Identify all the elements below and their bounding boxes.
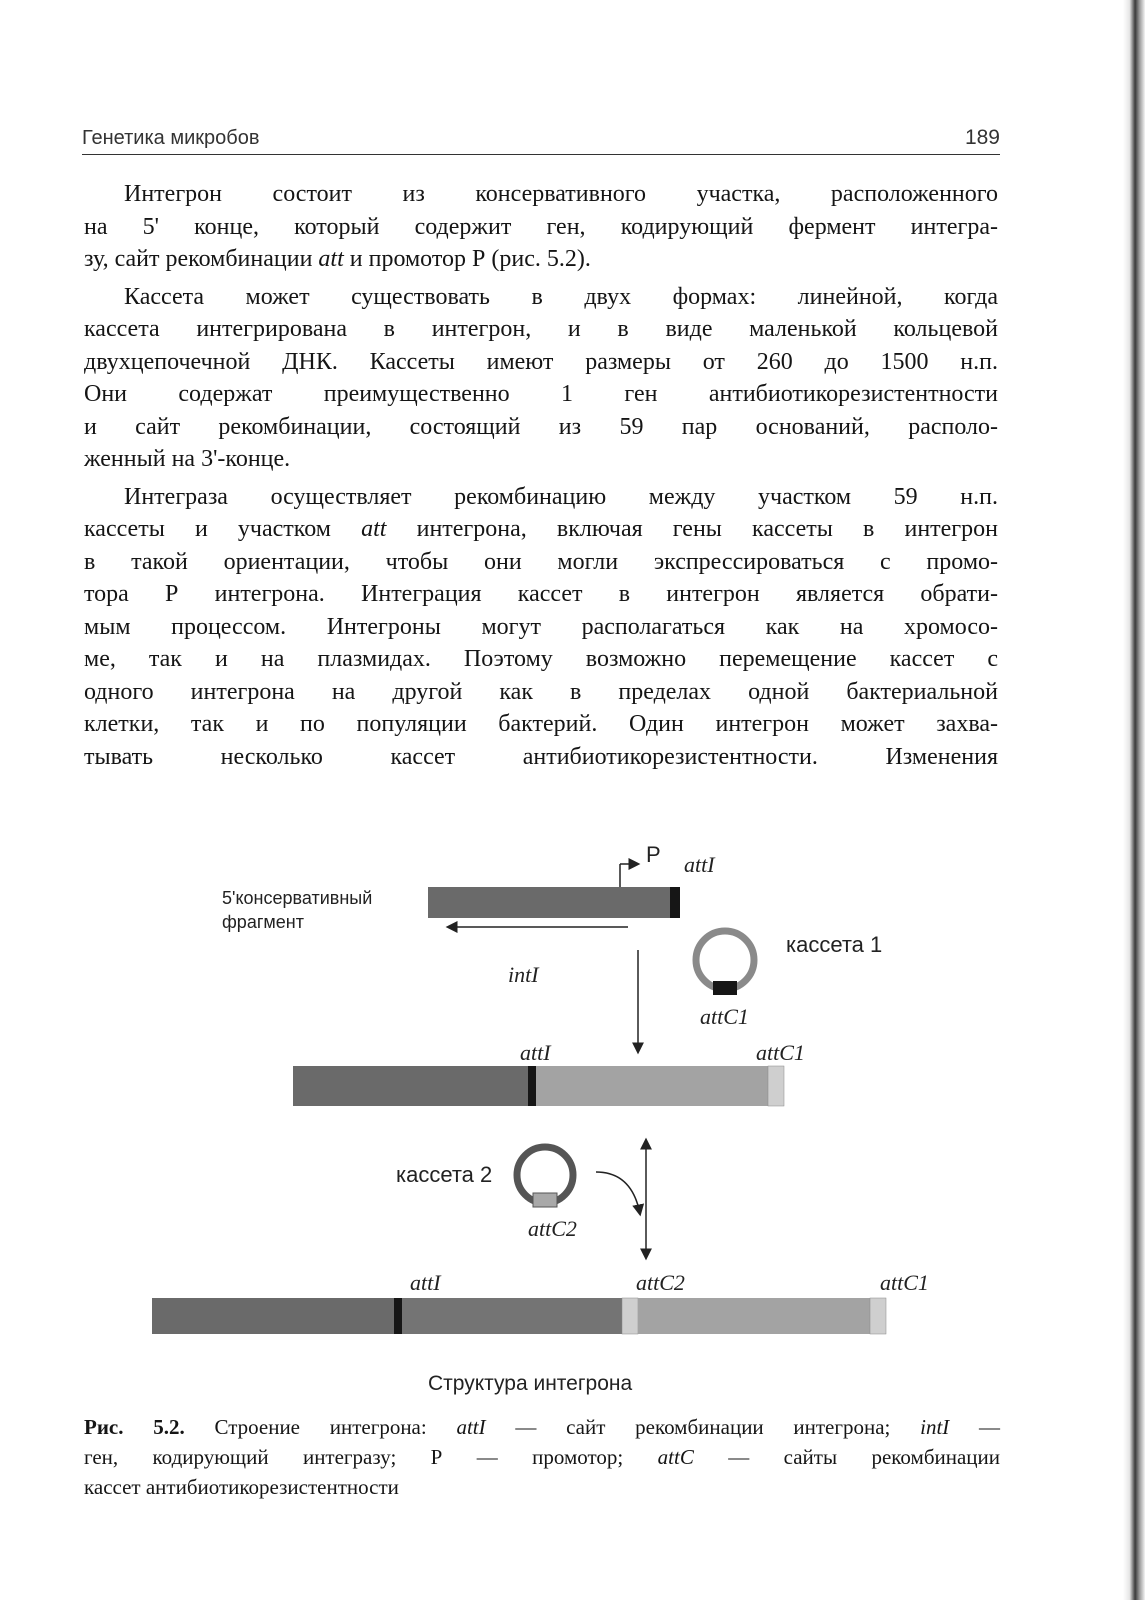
attC1-label: attC1 xyxy=(756,1040,805,1065)
conserved-fragment-bar xyxy=(428,887,670,918)
italic-term: att xyxy=(318,246,344,272)
attI-label: attI xyxy=(410,1270,441,1295)
text-line: в такой ориентации, чтобы они могли экспрессироваться с промо- xyxy=(84,548,998,575)
caption-label: Рис. 5.2. xyxy=(84,1415,185,1439)
attI-site xyxy=(670,887,680,918)
caption-text: — xyxy=(979,1415,1001,1439)
attC1-label: attC1 xyxy=(880,1270,929,1295)
paragraph-3 xyxy=(84,481,998,774)
cassette-2-label: кассета 2 xyxy=(396,1162,493,1187)
figure-caption xyxy=(84,1412,1000,1502)
conserved-fragment-label: фрагмент xyxy=(222,912,304,932)
caption-text: — сайт рекомбинации интегрона; xyxy=(515,1415,891,1439)
attC2-site-circular xyxy=(533,1193,557,1207)
caption-text: Строение интегрона: xyxy=(214,1415,427,1439)
attC2-label: attC2 xyxy=(528,1216,577,1241)
caption-line: кассет антибиотикорезистентности xyxy=(84,1475,399,1499)
text-line: тора Р интегрона. Интеграция кассет в интегрон является обрати- xyxy=(84,581,998,607)
attI-label: attI xyxy=(684,852,715,877)
caption-term: attI xyxy=(456,1415,486,1439)
text-line: Интегрон состоит из консервативного участка, расположенного xyxy=(124,181,998,207)
caption-text: ген, кодирующий интегразу; Р — промотор; xyxy=(84,1445,624,1469)
text-fragment: зу, сайт рекомбинации xyxy=(84,246,313,272)
text-fragment: и промотор Р (рис. 5.2). xyxy=(349,246,591,272)
italic-term: att xyxy=(361,516,387,542)
text-line xyxy=(84,513,998,546)
conserved-fragment-bar xyxy=(152,1298,394,1334)
cassette-1-gene-bar xyxy=(536,1066,768,1106)
conserved-fragment-label: 5'консервативный xyxy=(222,888,373,908)
caption-line xyxy=(84,1442,1000,1472)
caption-term: intI xyxy=(920,1415,950,1439)
attC1-site xyxy=(768,1066,784,1106)
body-text xyxy=(84,178,998,778)
text-line: двухцепочечной ДНК. Кассеты имеют размеры от 260 до 1500 н.п. xyxy=(84,348,998,375)
attI-site xyxy=(528,1066,536,1106)
text-fragment: кассеты и участком xyxy=(84,516,331,542)
intI-label: intI xyxy=(508,962,539,987)
text-line: и сайт рекомбинации, состоящий из 59 пар оснований, располо- xyxy=(84,413,998,440)
text-line: мым процессом. Интегроны могут располагаться как на хромосо- xyxy=(84,613,998,640)
text-line: одного интегрона на другой как в пределах одной бактериальной xyxy=(84,678,998,705)
running-header xyxy=(82,118,1000,155)
figure-title: Структура интегрона xyxy=(428,1372,633,1395)
text-line: клетки, так и по популяции бактерий. Один интегрон может захва- xyxy=(84,711,998,737)
cassette-2-gene-bar xyxy=(402,1298,622,1334)
conserved-fragment-bar xyxy=(293,1066,528,1106)
attC1-label: attC1 xyxy=(700,1004,749,1029)
text-line xyxy=(84,243,998,276)
integration-curve-arrow xyxy=(596,1172,640,1214)
cassette-1-ring xyxy=(696,931,754,989)
text-line: Они содержат преимущественно 1 ген антибиотикорезистентности xyxy=(84,381,998,407)
promoter-label: P xyxy=(646,842,661,867)
cassette-1-gene-bar xyxy=(638,1298,870,1334)
text-line: тывать несколько кассет антибиотикорезистентности. Изменения xyxy=(84,743,998,770)
attI-label: attI xyxy=(520,1040,551,1065)
paragraph-1 xyxy=(84,178,998,276)
caption-text: — сайты рекомбинации xyxy=(728,1445,1001,1469)
caption-line xyxy=(84,1412,1000,1442)
text-fragment: интегрона, включая гены кассеты в интегрон xyxy=(416,516,998,542)
caption-term: attC xyxy=(657,1445,694,1469)
text-line: кассета интегрирована в интегрон, и в виде маленькой кольцевой xyxy=(84,316,998,342)
attC2-site xyxy=(622,1298,638,1334)
text-line: Кассета может существовать в двух формах: линейной, когда xyxy=(124,283,998,310)
attC1-site xyxy=(870,1298,886,1334)
cassette-1-label: кассета 1 xyxy=(786,932,883,957)
attC1-site-circular xyxy=(713,981,737,995)
text-line: на 5' конце, который содержит ген, кодирующий фермент интегра- xyxy=(84,213,998,240)
attC2-label: attC2 xyxy=(636,1270,685,1295)
running-title: Генетика микробов xyxy=(82,127,260,149)
text-line: женный на 3'-конце. xyxy=(84,446,291,472)
page-number: 189 xyxy=(964,126,1000,149)
integron-diagram xyxy=(0,820,1145,1395)
text-line: ме, так и на плазмидах. Поэтому возможно перемещение кассет с xyxy=(84,646,998,672)
attI-site xyxy=(394,1298,402,1334)
paragraph-2 xyxy=(84,281,998,476)
text-line: Интеграза осуществляет рекомбинацию между участком 59 н.п. xyxy=(124,483,998,510)
